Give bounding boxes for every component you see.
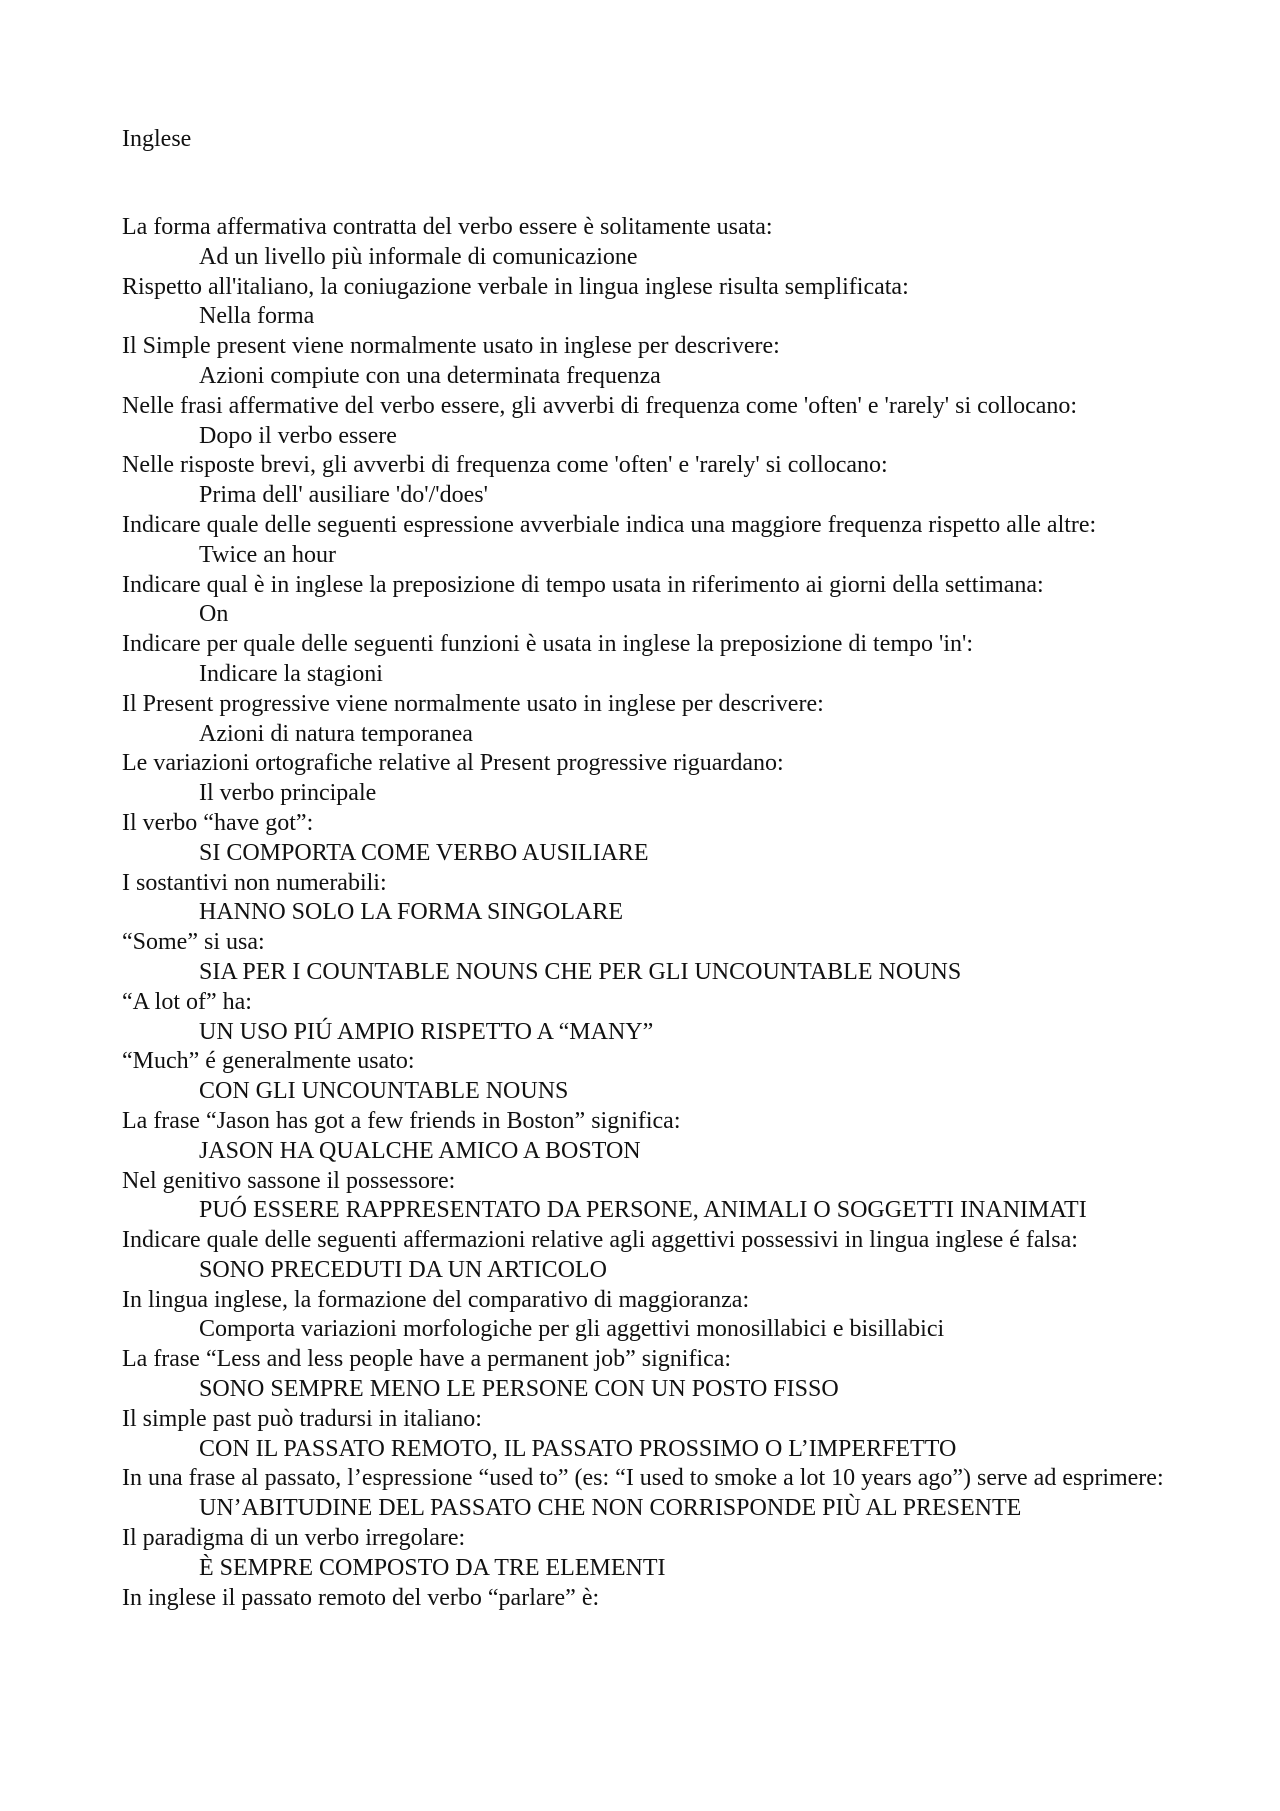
qa-item xyxy=(122,690,1167,750)
qa-item xyxy=(122,1226,1167,1286)
answer-text: Nella forma xyxy=(199,303,315,330)
qa-item xyxy=(122,332,1167,392)
qa-item xyxy=(122,809,1167,869)
answer-text: PUÓ ESSERE RAPPRESENTATO DA PERSONE, ANIMALI O SOGGETTI INANIMATI xyxy=(199,1197,1087,1224)
answer-text: È SEMPRE COMPOSTO DA TRE ELEMENTI xyxy=(199,1554,666,1581)
answer-text: On xyxy=(199,601,229,628)
answer-text: HANNO SOLO LA FORMA SINGOLARE xyxy=(199,899,624,926)
answer-text: Indicare la stagioni xyxy=(199,660,383,687)
answer-text: Azioni compiute con una determinata frequenza xyxy=(199,362,661,389)
answer-text: SONO PRECEDUTI DA UN ARTICOLO xyxy=(199,1256,607,1283)
question-text: La frase “Less and less people have a permanent job” significa: xyxy=(122,1346,732,1373)
question-text: Indicare qual è in inglese la preposizione di tempo usata in riferimento ai giorni della settimana: xyxy=(122,571,1044,598)
question-text: Indicare per quale delle seguenti funzioni è usata in inglese la preposizione di tempo 'in': xyxy=(122,631,974,658)
answer-text: UN USO PIÚ AMPIO RISPETTO A “MANY” xyxy=(199,1018,654,1045)
answer-text: Comporta variazioni morfologiche per gli aggettivi monosillabici e bisillabici xyxy=(199,1316,945,1343)
qa-item xyxy=(122,630,1167,690)
qa-item xyxy=(122,749,1167,809)
question-text: Il Present progressive viene normalmente usato in inglese per descrivere: xyxy=(122,690,824,717)
qa-item xyxy=(122,928,1167,988)
qa-item xyxy=(122,1047,1167,1107)
question-text: Il paradigma di un verbo irregolare: xyxy=(122,1525,466,1552)
answer-text: CON GLI UNCOUNTABLE NOUNS xyxy=(199,1078,569,1105)
question-text: In lingua inglese, la formazione del comparativo di maggioranza: xyxy=(122,1286,750,1313)
question-text: Nelle risposte brevi, gli avverbi di frequenza come 'often' e 'rarely' si collocano: xyxy=(122,452,888,479)
document-title: Inglese xyxy=(122,126,192,152)
answer-text: SIA PER I COUNTABLE NOUNS CHE PER GLI UNCOUNTABLE NOUNS xyxy=(199,958,962,985)
answer-text: JASON HA QUALCHE AMICO A BOSTON xyxy=(199,1137,641,1164)
question-text: La frase “Jason has got a few friends in Boston” significa: xyxy=(122,1107,681,1134)
qa-item xyxy=(122,1286,1167,1346)
answer-text: SONO SEMPRE MENO LE PERSONE CON UN POSTO FISSO xyxy=(199,1376,839,1403)
qa-item xyxy=(122,511,1167,571)
qa-item xyxy=(122,869,1167,929)
question-text: I sostantivi non numerabili: xyxy=(122,869,387,896)
qa-item xyxy=(122,1584,1167,1614)
answer-text: Ad un livello più informale di comunicazione xyxy=(199,243,638,270)
question-text: Le variazioni ortografiche relative al Present progressive riguardano: xyxy=(122,750,784,777)
question-text: Il verbo “have got”: xyxy=(122,809,314,836)
qa-item xyxy=(122,571,1167,631)
answer-text: SI COMPORTA COME VERBO AUSILIARE xyxy=(199,839,649,866)
qa-item xyxy=(122,1405,1167,1465)
question-text: “Much” é generalmente usato: xyxy=(122,1048,415,1075)
answer-text: Prima dell' ausiliare 'do'/'does' xyxy=(199,482,488,509)
qa-item xyxy=(122,1464,1167,1524)
question-text: Indicare quale delle seguenti affermazioni relative agli aggettivi possessivi in lingua inglese é falsa: xyxy=(122,1227,1078,1254)
qa-item xyxy=(122,451,1167,511)
qa-item xyxy=(122,273,1167,333)
qa-item xyxy=(122,1345,1167,1405)
question-text: Il Simple present viene normalmente usato in inglese per descrivere: xyxy=(122,333,780,360)
answer-text: Dopo il verbo essere xyxy=(199,422,397,449)
answer-text: Il verbo principale xyxy=(199,780,377,807)
answer-text: UN’ABITUDINE DEL PASSATO CHE NON CORRISPONDE PIÙ AL PRESENTE xyxy=(199,1495,1022,1522)
question-text: Indicare quale delle seguenti espressione avverbiale indica una maggiore frequenza rispetto alle altre: xyxy=(122,511,1097,538)
question-text: In inglese il passato remoto del verbo “parlare” è: xyxy=(122,1584,600,1611)
question-text: Il simple past può tradursi in italiano: xyxy=(122,1405,482,1432)
answer-text: Azioni di natura temporanea xyxy=(199,720,473,747)
question-text: Nelle frasi affermative del verbo essere, gli avverbi di frequenza come 'often' e 'rarely' si collocano: xyxy=(122,392,1078,419)
answer-text: CON IL PASSATO REMOTO, IL PASSATO PROSSIMO O L’IMPERFETTO xyxy=(199,1435,957,1462)
question-text: “Some” si usa: xyxy=(122,929,265,956)
qa-item xyxy=(122,1107,1167,1167)
qa-item xyxy=(122,988,1167,1048)
answer-text: Twice an hour xyxy=(199,541,336,568)
question-text: Nel genitivo sassone il possessore: xyxy=(122,1167,456,1194)
question-text: “A lot of” ha: xyxy=(122,988,252,1015)
qa-item xyxy=(122,1524,1167,1584)
question-text: In una frase al passato, l’espressione “used to” (es: “I used to smoke a lot 10 years ago”) serve ad esprimere: xyxy=(122,1465,1164,1492)
qa-item xyxy=(122,213,1167,273)
qa-item xyxy=(122,1167,1167,1227)
qa-item xyxy=(122,392,1167,452)
question-answer-list xyxy=(122,213,1167,1613)
question-text: La forma affermativa contratta del verbo essere è solitamente usata: xyxy=(122,214,773,240)
question-text: Rispetto all'italiano, la coniugazione verbale in lingua inglese risulta semplificata: xyxy=(122,273,909,300)
